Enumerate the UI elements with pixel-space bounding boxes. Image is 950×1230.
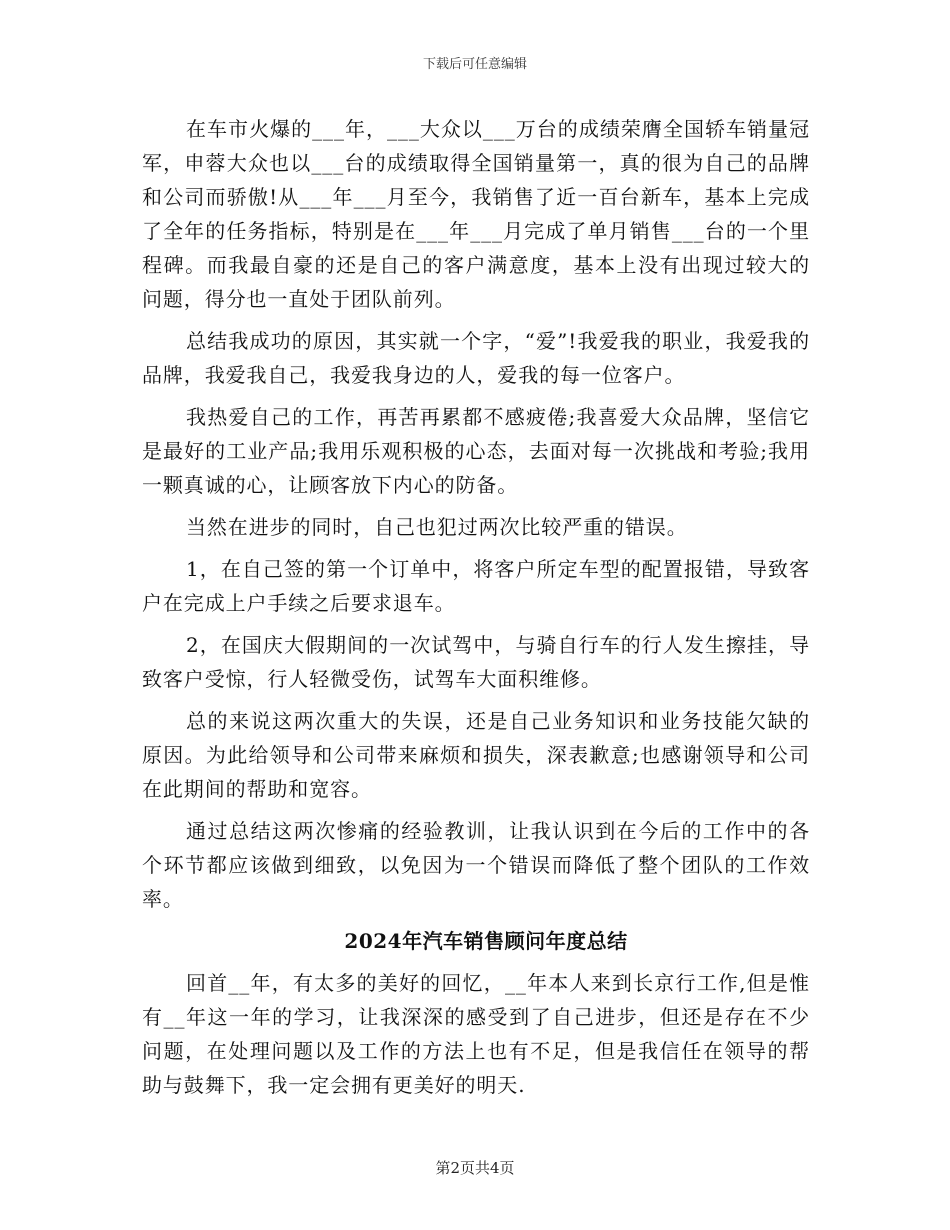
page-footer: 第2页共4页	[435, 1159, 515, 1177]
page-header: 下载后可任意编辑	[422, 57, 527, 72]
body-paragraph: 总结我成功的原因，其实就一个字，“爱”!我爱我的职业，我爱我的品牌，我爱我自己，我爱我身边的人，爱我的每一位客户。	[142, 329, 810, 387]
body-paragraph: 2，在国庆大假期间的一次试驾中，与骑自行车的行人发生擦挂，导致客户受惊，行人轻微受伤，试驾车大面积维修。	[142, 633, 810, 691]
body-paragraph: 当然在进步的同时，自己也犯过两次比较严重的错误。	[186, 515, 688, 539]
body-paragraph: 总的来说这两次重大的失误，还是自己业务知识和业务技能欠缺的原因。为此给领导和公司带来麻烦和损失，深表歉意;也感谢领导和公司在此期间的帮助和宽容。	[142, 709, 810, 801]
document-body	[142, 112, 810, 1110]
body-paragraph: 回首__年，有太多的美好的回忆，__年本人来到长京行工作,但是惟有__年这一年的学习，让我深深的感受到了自己进步，但还是存在不少问题，在处理问题以及工作的方法上也有不足，但是我信任在领导的帮助与鼓舞下，我一定会拥有更美好的明天.	[142, 971, 810, 1097]
body-paragraph: 1，在自己签的第一个订单中，将客户所定车型的配置报错，导致客户在完成上户手续之后要求退车。	[142, 557, 810, 615]
body-paragraph: 在车市火爆的___年，___大众以___万台的成绩荣膺全国轿车销量冠军，申蓉大众也以___台的成绩取得全国销量第一，真的很为自己的品牌和公司而骄傲!从___年___月至今，我销售了近一百台新车，基本上完成了全年的任务指标，特别是在___年___月完成了单月销售___台的一个里程碑。而我最自豪的还是自己的客户满意度，基本上没有出现过较大的问题，得分也一直处于团队前列。	[142, 117, 810, 311]
section-title: 2024年汽车销售顾问年度总结	[344, 929, 628, 953]
body-paragraph: 通过总结这两次惨痛的经验教训，让我认识到在今后的工作中的各个环节都应该做到细致，以免因为一个错误而降低了整个团队的工作效率。	[142, 819, 810, 911]
body-paragraph: 我热爱自己的工作，再苦再累都不感疲倦;我喜爱大众品牌，坚信它是最好的工业产品;我用乐观积极的心态，去面对每一次挑战和考验;我用一颗真诚的心，让顾客放下内心的防备。	[142, 405, 810, 497]
